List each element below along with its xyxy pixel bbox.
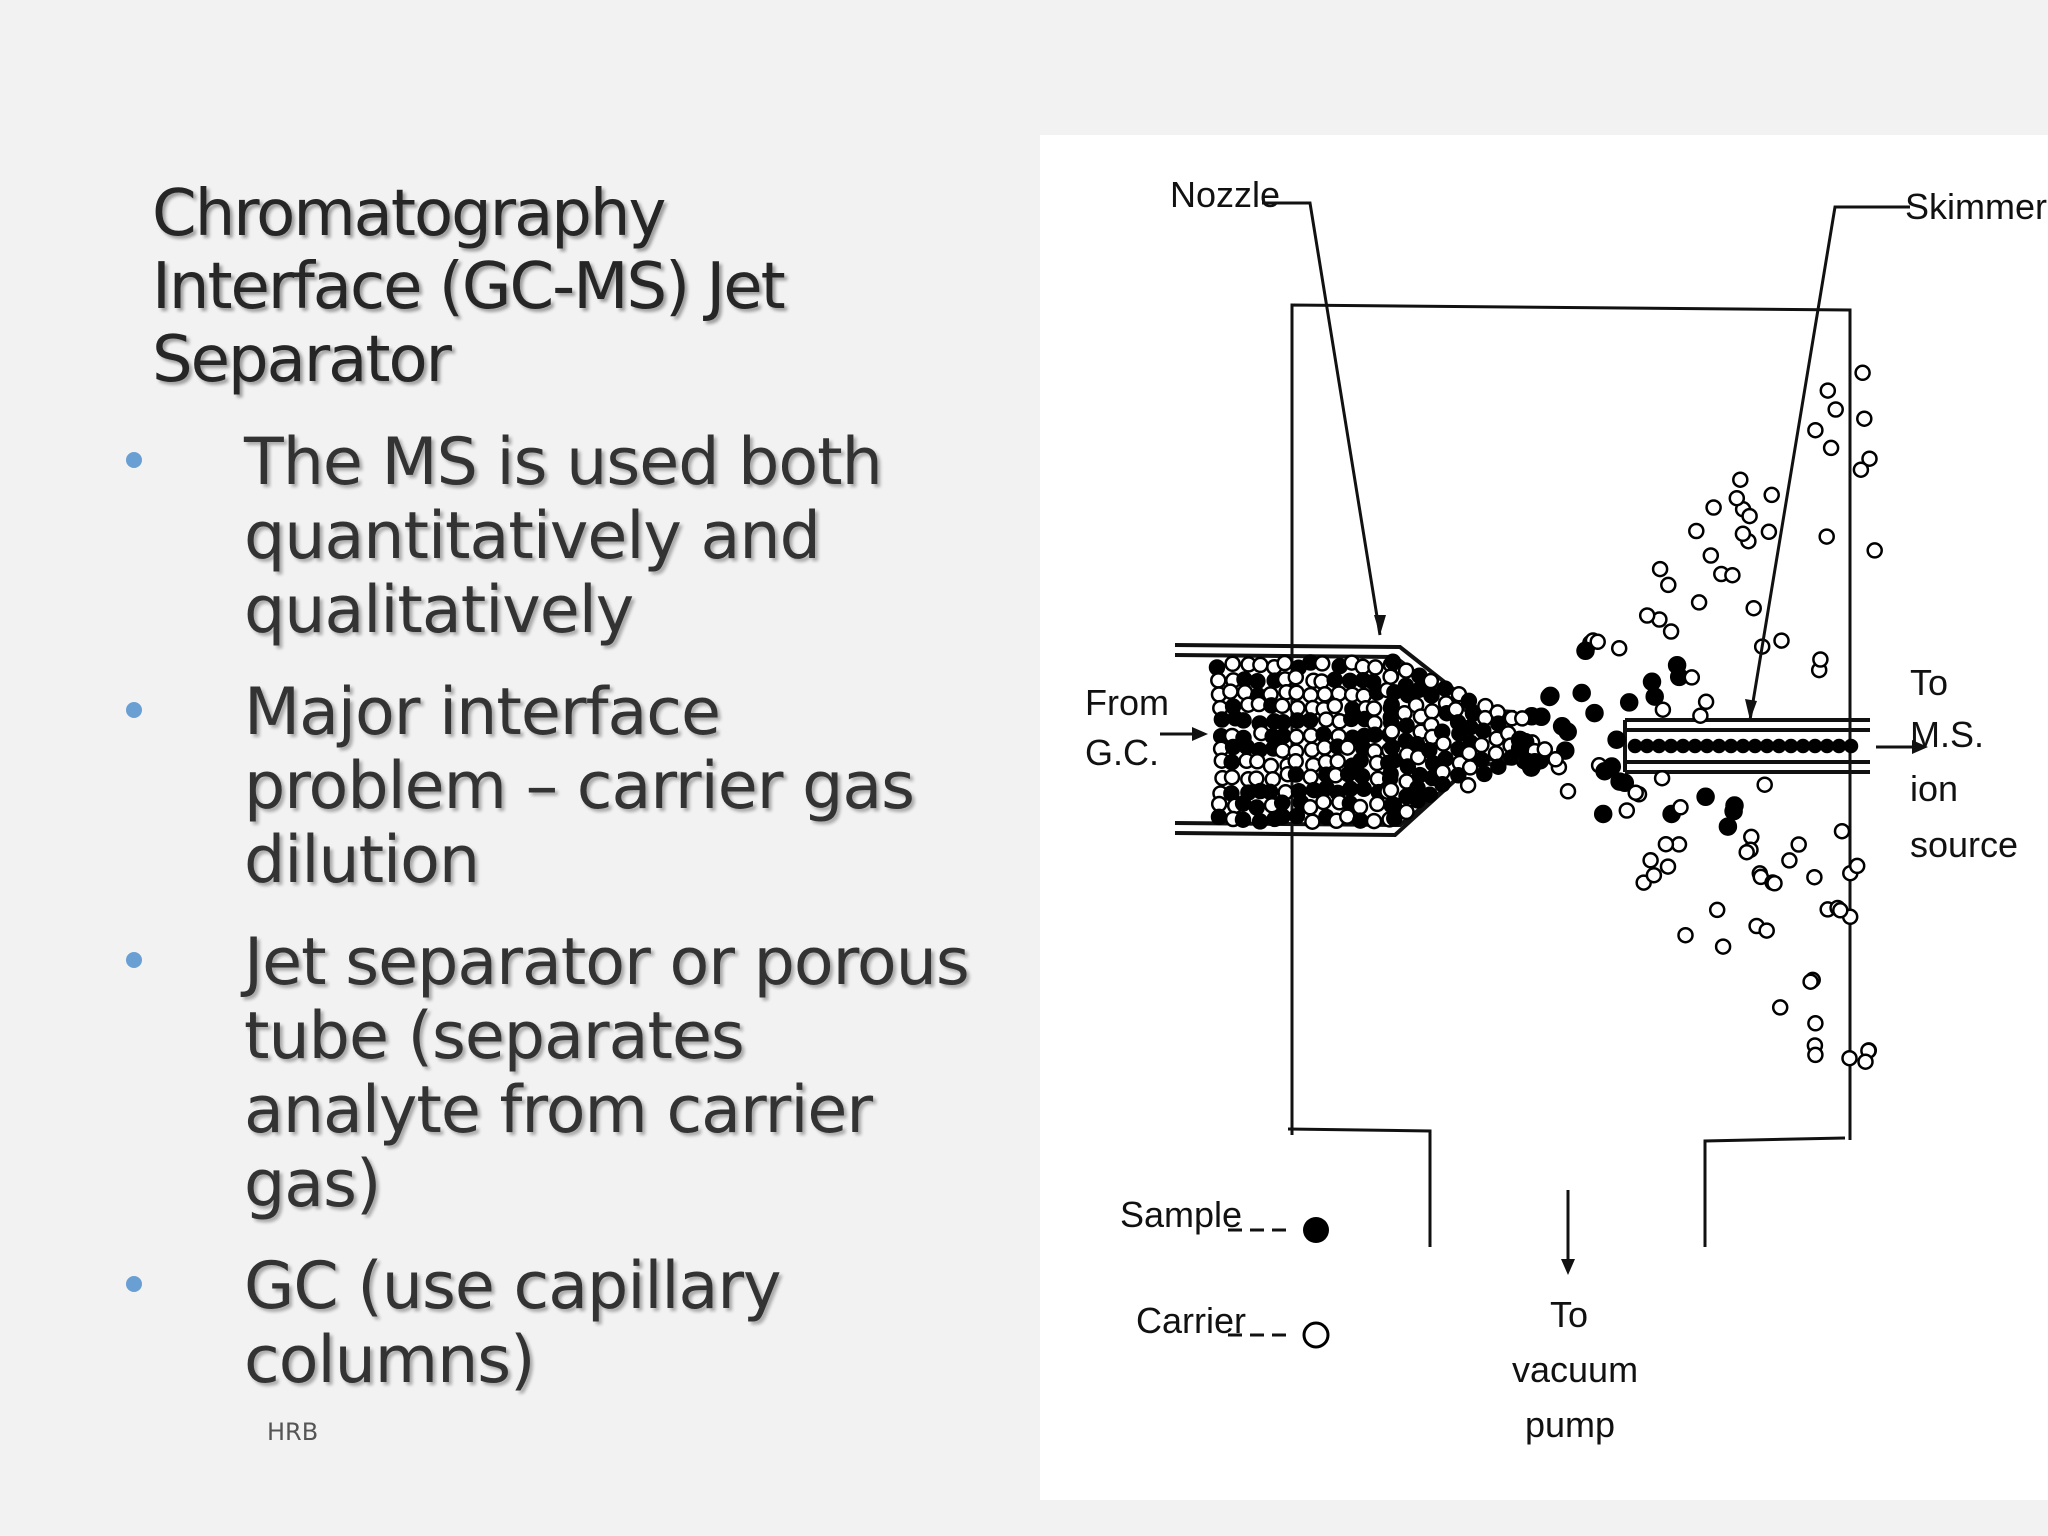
label-sample: Sample [1120,1194,1243,1235]
bullet-item [120,426,980,648]
carrier-molecule [1782,853,1796,867]
sample-molecule [1354,753,1368,767]
label-skimmer: Skimmer [1905,186,2047,227]
label-from-gc-2: G.C. [1085,732,1160,773]
sample-molecule [1785,740,1797,752]
carrier-molecule [1304,770,1318,784]
label-vacuum-1: To [1550,1294,1589,1335]
sample-molecule [1477,767,1491,781]
bullet-icon [126,952,142,968]
carrier-molecule [1653,562,1667,576]
sample-molecule [1609,732,1625,748]
carrier-molecule [1792,838,1806,852]
carrier-molecule [1318,687,1332,701]
slide-title: Chromatography Interface (GC-MS) Jet Separator [152,177,784,397]
legend-carrier-dot [1304,1323,1328,1347]
carrier-molecule [1549,752,1563,766]
carrier-molecule [1276,744,1290,758]
carrier-molecule [1211,673,1225,687]
carrier-molecule [1353,800,1367,814]
sample-molecule [1368,728,1382,742]
carrier-molecule [1762,525,1776,539]
carrier-molecule [1620,804,1634,818]
carrier-molecule [1289,754,1303,768]
carrier-molecule [1674,800,1688,814]
carrier-molecule [1661,578,1675,592]
sample-molecule [1644,674,1660,690]
sample-molecule [1275,796,1289,810]
sample-molecule [1225,755,1239,769]
carrier-molecule [1843,1051,1857,1065]
sample-molecule [1727,798,1743,814]
sample-molecule [1476,724,1490,738]
label-to-ms-1: To [1910,662,1949,703]
label-from-gc-1: From [1085,682,1169,723]
sample-molecule [1641,740,1653,752]
carrier-molecule [1725,568,1739,582]
carrier-molecule [1264,759,1278,773]
carrier-molecule [1813,653,1827,667]
carrier-molecule [1659,837,1673,851]
label-vacuum-3: pump [1525,1404,1616,1445]
sample-molecule [1647,689,1663,705]
carrier-molecule [1370,797,1384,811]
sample-molecule [1597,763,1613,779]
carrier-molecule [1768,876,1782,890]
sample-molecule [1629,740,1641,752]
sample-molecule [1290,809,1304,823]
carrier-molecule [1664,625,1678,639]
bullet-icon [126,452,142,468]
sample-molecule [1475,753,1489,767]
carrier-molecule [1331,754,1345,768]
carrier-molecule [1850,859,1864,873]
carrier-molecule [1367,702,1381,716]
carrier-molecule [1384,783,1398,797]
carrier-molecule [1400,805,1414,819]
sample-molecule [1725,740,1737,752]
carrier-molecule [1315,656,1329,670]
sample-molecule [1344,712,1358,726]
carrier-molecule [1821,384,1835,398]
carrier-molecule [1775,634,1789,648]
sample-molecule [1621,694,1637,710]
carrier-molecule [1223,685,1237,699]
sample-molecule [1512,732,1528,748]
carrier-molecule [1449,702,1463,716]
sample-molecule [1677,740,1689,752]
carrier-molecule [1305,815,1319,829]
skimmer-arrowhead [1745,699,1757,720]
carrier-molecule [1399,664,1413,678]
carrier-molecule [1290,686,1304,700]
sample-molecule [1761,740,1773,752]
carrier-molecule [1704,549,1718,563]
sample-molecule [1250,801,1264,815]
carrier-molecule [1733,473,1747,487]
carrier-molecule [1661,860,1675,874]
carrier-molecule [1758,778,1772,792]
sample-molecule [1425,689,1439,703]
bullet-text: Jet separator or porous tube (separates analyte from carrier gas) [244,925,969,1222]
sample-molecule [1574,685,1590,701]
sample-molecule [1343,782,1357,796]
legend-sample-dot [1303,1217,1329,1243]
sample-molecule [1809,740,1821,752]
sample-molecule [1821,740,1833,752]
bullet-text: GC (use capillary columns) [244,1249,781,1398]
sample-molecule [1215,713,1229,727]
carrier-molecule [1367,814,1381,828]
carrier-molecule [1710,903,1724,917]
sample-molecule [1236,813,1250,827]
sample-molecule [1587,705,1603,721]
sample-molecule [1749,740,1761,752]
carrier-molecule [1640,609,1654,623]
sample-molecule [1542,688,1558,704]
sample-molecule [1713,740,1725,752]
bullet-list [120,426,980,1426]
sample-molecule [1263,785,1277,799]
carrier-molecule [1699,695,1713,709]
carrier-molecule [1736,527,1750,541]
carrier-molecule [1808,1048,1822,1062]
sample-molecule [1212,810,1226,824]
carrier-molecule [1765,488,1779,502]
sample-molecule [1422,743,1436,757]
carrier-molecule [1685,670,1699,684]
carrier-molecule [1829,403,1843,417]
carrier-molecule [1689,524,1703,538]
nozzle-arrowhead [1374,615,1386,635]
carrier-molecule [1707,501,1721,515]
carrier-molecule [1807,870,1821,884]
sample-molecule [1236,797,1250,811]
carrier-molecule [1424,674,1438,688]
label-to-ms-3: ion [1910,768,1959,809]
sample-molecule [1491,760,1505,774]
sample-molecule [1845,740,1857,752]
bullet-item [120,676,980,898]
sample-molecule [1560,724,1576,740]
sample-molecule [1578,643,1594,659]
carrier-molecule [1368,660,1382,674]
carrier-molecule [1253,658,1267,672]
carrier-molecule [1474,738,1488,752]
carrier-molecule [1644,853,1658,867]
carrier-molecule [1804,975,1818,989]
carrier-molecule [1515,711,1529,725]
sample-molecule [1276,715,1290,729]
sample-molecule [1527,754,1543,770]
sample-molecule [1341,767,1355,781]
carrier-molecule [1856,366,1870,380]
carrier-molecule [1384,670,1398,684]
bullet-item [120,1250,980,1398]
carrier-molecule [1859,1055,1873,1069]
carrier-molecule [1808,423,1822,437]
sample-molecule [1289,768,1303,782]
label-to-ms-2: M.S. [1910,714,1985,755]
carrier-molecule [1655,771,1669,785]
sample-molecule [1237,713,1251,727]
carrier-molecule [1820,530,1834,544]
carrier-molecule [1250,754,1264,768]
sample-molecule [1665,740,1677,752]
carrier-molecule [1278,656,1292,670]
bullet-icon [126,1276,142,1292]
sample-molecule [1328,673,1342,687]
carrier-molecule [1303,800,1317,814]
carrier-molecule [1328,699,1342,713]
carrier-molecule [1561,784,1575,798]
sample-molecule [1353,814,1367,828]
carrier-molecule [1425,704,1439,718]
carrier-molecule [1304,688,1318,702]
bullet-text: The MS is used both quantitatively and qualitatively [244,425,882,648]
sample-molecule [1439,752,1453,766]
carrier-molecule [1747,601,1761,615]
carrier-molecule [1857,412,1871,426]
sample-molecule [1653,740,1665,752]
carrier-molecule [1275,699,1289,713]
carrier-molecule [1824,441,1838,455]
carrier-molecule [1868,543,1882,557]
carrier-molecule [1289,670,1303,684]
carrier-molecule [1647,868,1661,882]
sample-molecule [1400,719,1414,733]
from-gc-arrowhead [1192,727,1208,741]
carrier-molecule [1716,940,1730,954]
label-nozzle: Nozzle [1170,174,1281,215]
sample-molecule [1773,740,1785,752]
carrier-molecule [1760,924,1774,938]
carrier-molecule [1225,770,1239,784]
carrier-molecule [1808,1016,1822,1030]
bullet-icon [126,702,142,718]
carrier-molecule [1693,709,1707,723]
carrier-molecule [1833,903,1847,917]
sample-molecule [1833,740,1845,752]
sample-molecule [1595,806,1611,822]
carrier-molecule [1489,746,1503,760]
sample-molecule [1253,814,1267,828]
vacuum-arrowhead [1561,1259,1575,1275]
footer-author: HRB [267,1418,319,1446]
carrier-molecule [1612,641,1626,655]
sample-molecule [1797,740,1809,752]
carrier-molecule [1316,795,1330,809]
carrier-molecule [1629,786,1643,800]
bullet-item [120,926,980,1222]
carrier-molecule [1730,491,1744,505]
label-vacuum-2: vacuum [1512,1349,1639,1390]
sample-molecule [1701,740,1713,752]
sample-molecule [1357,782,1371,796]
sample-molecule [1435,777,1449,791]
carrier-molecule [1854,463,1868,477]
sample-molecule [1384,767,1398,781]
sample-molecule [1384,710,1398,724]
carrier-molecule [1773,1000,1787,1014]
carrier-molecule [1461,778,1475,792]
carrier-molecule [1835,824,1849,838]
carrier-molecule [1289,730,1303,744]
sample-molecule [1720,819,1736,835]
sample-molecule [1386,655,1400,669]
sample-molecule [1276,810,1290,824]
carrier-molecule [1385,725,1399,739]
sample-molecule [1737,740,1749,752]
sample-molecule [1698,789,1714,805]
sample-molecule [1303,713,1317,727]
carrier-molecule [1436,737,1450,751]
sample-molecule [1438,682,1452,696]
sample-molecule [1689,740,1701,752]
carrier-molecule [1679,928,1693,942]
sample-molecule [1385,740,1399,754]
bullet-text: Major interface problem – carrier gas dilution [244,675,915,898]
molecules-group [1210,366,1882,1069]
carrier-molecule [1226,657,1240,671]
label-to-ms-4: source [1910,824,2019,865]
label-carrier: Carrier [1136,1300,1247,1341]
carrier-molecule [1743,509,1757,523]
carrier-molecule [1319,713,1333,727]
carrier-molecule [1341,741,1355,755]
carrier-molecule [1692,595,1706,609]
carrier-molecule [1740,845,1754,859]
jet-separator-diagram [1040,135,2048,1500]
sample-molecule [1423,788,1437,802]
sample-molecule [1250,674,1264,688]
